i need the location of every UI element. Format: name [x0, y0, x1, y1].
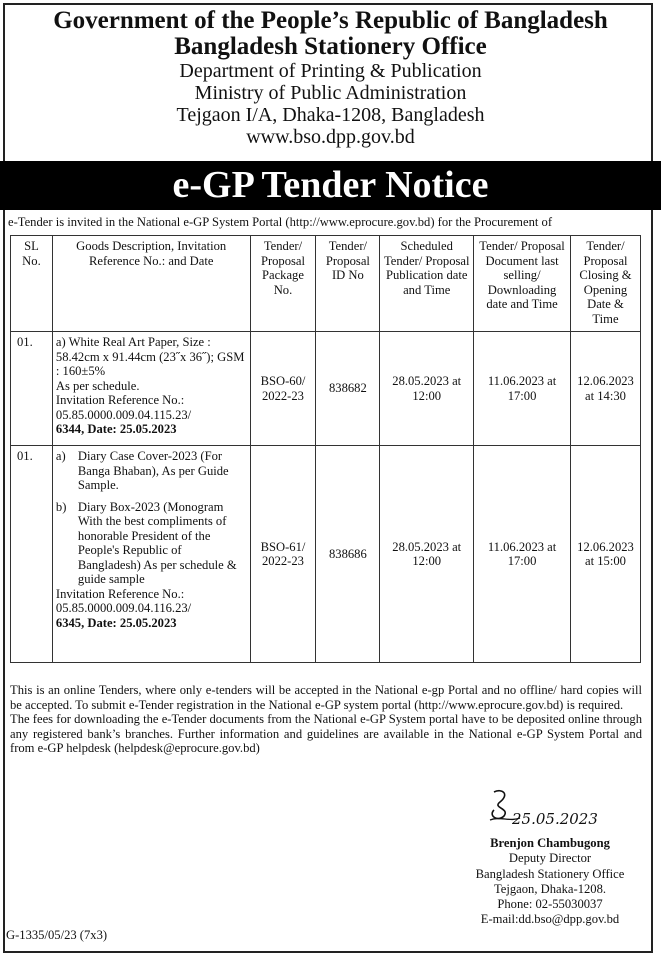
row-sl: 01. — [11, 332, 53, 446]
header-id: Tender/ Proposal ID No — [316, 236, 380, 332]
header-package: Tender/ Proposal Package No. — [250, 236, 316, 332]
item-a-description: a) White Real Art Paper, Size : 58.42cm x 91.44cm (23˝x 36˝); GSM : 160±5% — [55, 335, 245, 378]
ministry-line: Ministry of Public Administration — [194, 82, 467, 104]
fees-note: The fees for downloading the e-Tender documents from the National e-GP System portal have to be deposited online through any registered bank’s branches. Further information and guidelines are available in the National e-GP System Portal and from e-GP helpdesk (helpdesk@eprocure.gov.bd) — [10, 712, 642, 756]
table-row — [11, 332, 641, 446]
header-closing: Tender/ Proposal Closing & Opening Date & Time — [570, 236, 640, 332]
notice-banner: e-GP Tender Notice — [0, 161, 661, 210]
tender-table — [10, 235, 641, 663]
signatory-phone: Phone: 02-55030037 — [497, 897, 603, 912]
item-b-label: b) — [55, 499, 67, 514]
handwritten-signature — [480, 786, 610, 832]
address-line: Tejgaon I/A, Dhaka-1208, Bangladesh — [176, 104, 485, 126]
row-package: BSO-60/ 2022-23 — [250, 332, 316, 446]
table-row — [11, 446, 641, 663]
item-a-text: Diary Case Cover-2023 (For Banga Bhaban), As per Guide Sample. — [77, 449, 229, 492]
row-id: 838682 — [316, 332, 380, 446]
government-title: Government of the People’s Republic of Bangladesh — [53, 7, 608, 34]
row-document: 11.06.2023 at 17:00 — [474, 332, 571, 446]
reference-date: 6344, Date: 25.05.2023 — [55, 422, 177, 436]
signatory-title: Deputy Director — [508, 851, 592, 866]
advert-reference: G-1335/05/23 (7x3) — [6, 928, 108, 942]
row-closing: 12.06.2023 at 14:30 — [570, 332, 640, 446]
row-sl: 01. — [11, 446, 53, 663]
handwritten-date: 25.05.2023 — [512, 810, 598, 828]
invitation-reference: Invitation Reference No.: 05.85.0000.009.04.116.23/ — [55, 586, 192, 615]
row-closing: 12.06.2023 at 15:00 — [570, 446, 640, 663]
invitation-reference: Invitation Reference No.: 05.85.0000.009.04.115.23/ — [55, 393, 192, 422]
item-a — [56, 449, 247, 493]
row-scheduled: 28.05.2023 at 12:00 — [380, 446, 474, 663]
online-tender-note: This is an online Tenders, where only e-tenders will be accepted in the National e-gp Portal and no offline/ hard copies will be accepted. To submit e-Tender registration in the National e-GP system portal (http://www.eprocure.gov.bd) is required. — [10, 683, 642, 712]
row-scheduled: 28.05.2023 at 12:00 — [380, 332, 474, 446]
signature-block — [455, 836, 645, 928]
schedule-note: As per schedule. — [55, 378, 140, 393]
row-package: BSO-61/ 2022-23 — [250, 446, 316, 663]
signatory-email: E-mail:dd.bso@dpp.gov.bd — [480, 912, 620, 927]
header-document: Tender/ Proposal Document last selling/ Downloading date and Time — [474, 236, 571, 332]
item-a-label: a) — [55, 449, 66, 463]
row-id: 838686 — [316, 446, 380, 663]
signatory-address: Tejgaon, Dhaka-1208. — [493, 881, 607, 896]
header-description: Goods Description, Invitation Reference No.: and Date — [52, 236, 250, 332]
intro-text: e-Tender is invited in the National e-GP System Portal (http://www.eprocure.gov.bd) for the Procurement of — [8, 215, 553, 229]
office-title: Bangladesh Stationery Office — [174, 33, 487, 60]
header-sl: SL No. — [11, 236, 53, 332]
department-line: Department of Printing & Publication — [179, 60, 482, 82]
item-b-text: Diary Box-2023 (Monogram With the best compliments of honorable President of the People's Republic of Bangladesh) As per schedule & guide sample — [77, 499, 237, 586]
row-description — [52, 332, 250, 446]
signatory-office: Bangladesh Stationery Office — [475, 866, 625, 881]
signatory-name: Brenjon Chambugong — [490, 836, 610, 850]
table-header-row — [11, 236, 641, 332]
website-line: www.bso.dpp.gov.bd — [246, 126, 415, 148]
header — [0, 0, 661, 148]
item-b — [56, 500, 247, 587]
footer-notes — [10, 683, 642, 756]
reference-date: 6345, Date: 25.05.2023 — [55, 615, 177, 630]
header-scheduled: Scheduled Tender/ Proposal Publication date and Time — [380, 236, 474, 332]
row-document: 11.06.2023 at 17:00 — [474, 446, 571, 663]
row-description — [52, 446, 250, 663]
